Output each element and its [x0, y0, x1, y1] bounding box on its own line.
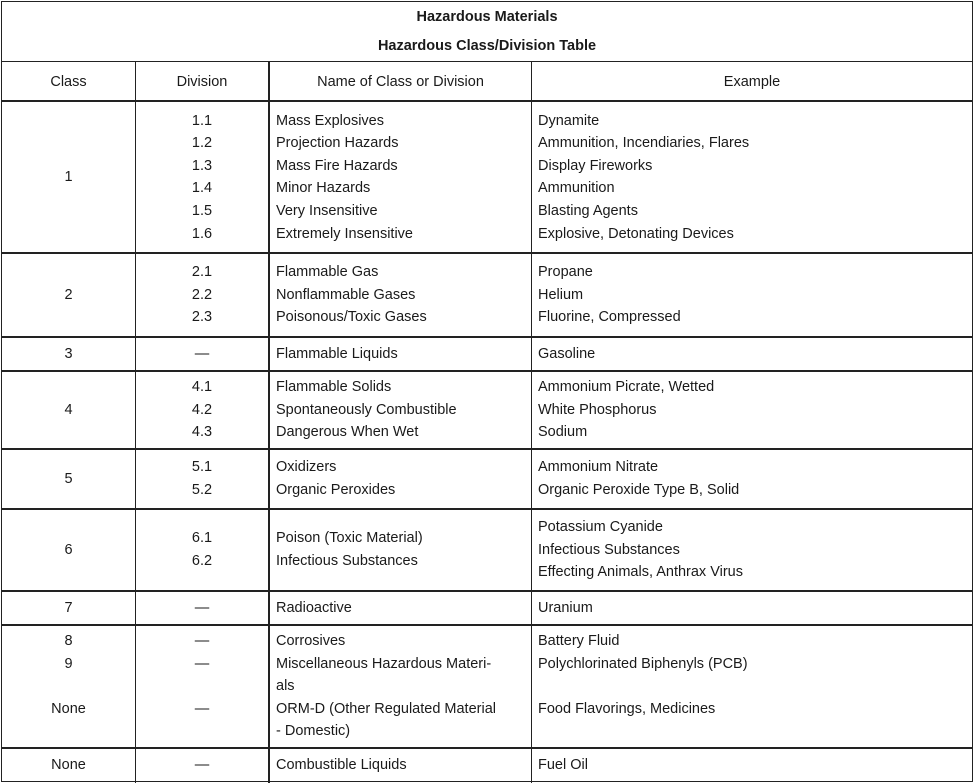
name-cell-line: Flammable Liquids	[276, 345, 398, 362]
example-cell	[538, 630, 968, 743]
division-cell	[136, 376, 268, 444]
division-cell-line: 1.1	[191, 112, 213, 129]
rule	[2, 61, 972, 62]
name-cell	[276, 754, 526, 777]
division-cell-line: 4.1	[191, 379, 213, 396]
division-cell	[136, 456, 268, 501]
rule	[2, 624, 972, 626]
class-cell	[2, 754, 135, 777]
example-cell-line: Battery Fluid	[538, 633, 620, 649]
table-title: Hazardous Materials	[416, 9, 558, 25]
division-cell	[136, 527, 268, 572]
example-cell-line: Display Fireworks	[538, 157, 653, 174]
name-cell	[276, 343, 526, 366]
name-cell-line: Oxidizers	[276, 459, 337, 476]
example-cell-line: White Phosphorus	[538, 401, 657, 418]
class-cell-line: 9	[64, 655, 73, 672]
example-cell-line	[538, 675, 968, 698]
name-cell-line: Extremely Insensitive	[276, 225, 413, 242]
class-cell-line: 6	[64, 541, 73, 558]
example-cell	[538, 456, 968, 501]
division-cell-line: 1.6	[191, 225, 213, 242]
table-subtitle: Hazardous Class/Division Table	[377, 38, 597, 54]
division-cell-line: —	[194, 633, 210, 649]
name-cell	[276, 527, 526, 572]
class-cell	[2, 468, 135, 491]
example-cell-line: Ammunition	[538, 180, 615, 197]
class-cell	[2, 343, 135, 366]
class-cell	[2, 399, 135, 422]
example-cell-line: Potassium Cyanide	[538, 519, 663, 536]
name-cell-line: Miscellaneous Hazardous Materi-	[276, 655, 492, 672]
class-cell-line: 8	[64, 633, 73, 649]
name-cell-line: Radioactive	[276, 599, 352, 616]
division-cell-line	[136, 675, 268, 698]
class-cell	[2, 539, 135, 562]
example-cell-line: Explosive, Detonating Devices	[538, 225, 734, 242]
name-cell	[276, 261, 526, 329]
division-cell-line: —	[194, 700, 210, 717]
hazmat-table	[1, 1, 973, 782]
name-cell	[276, 110, 526, 246]
division-cell-line: 1.4	[191, 180, 213, 197]
class-cell	[2, 630, 135, 743]
division-cell	[136, 754, 268, 777]
class-cell-line: None	[51, 757, 86, 774]
table-title-block	[2, 2, 972, 62]
example-cell-line: Ammonium Nitrate	[538, 459, 659, 476]
class-cell-line: 7	[64, 599, 73, 616]
example-cell	[538, 754, 968, 777]
example-cell-line: Fuel Oil	[538, 757, 588, 774]
rule	[2, 252, 972, 254]
example-cell-line: Effecting Animals, Anthrax Virus	[538, 564, 743, 581]
name-cell-line: Spontaneously Combustible	[276, 401, 457, 418]
example-cell-line: Infectious Substances	[538, 541, 680, 558]
division-cell-line: 2.1	[191, 264, 213, 281]
division-cell-line: —	[194, 345, 210, 362]
division-cell-line: 1.5	[191, 203, 213, 220]
division-cell-line: —	[194, 757, 210, 774]
example-cell	[538, 110, 968, 246]
example-cell-line: Food Flavorings, Medicines	[538, 700, 716, 717]
name-cell-line: - Domestic)	[276, 723, 351, 740]
name-cell-line: Infectious Substances	[276, 552, 418, 569]
division-cell	[136, 261, 268, 329]
header-division: Division	[176, 74, 228, 90]
division-cell	[136, 630, 268, 743]
class-cell-line: 3	[64, 345, 73, 362]
example-cell-line: Uranium	[538, 599, 593, 616]
class-cell-line	[2, 675, 135, 698]
name-cell-line: Corrosives	[276, 633, 346, 649]
name-cell-line: Dangerous When Wet	[276, 424, 419, 441]
name-cell-line: Flammable Solids	[276, 379, 392, 396]
name-cell-line: als	[276, 678, 295, 695]
division-cell-line: 6.1	[191, 530, 213, 547]
name-cell-line: Minor Hazards	[276, 180, 371, 197]
example-cell	[538, 597, 968, 620]
example-cell-line	[538, 720, 968, 743]
header-example: Example	[723, 74, 781, 90]
division-cell-line: 2.2	[191, 286, 213, 303]
example-cell-line: Propane	[538, 264, 593, 281]
example-cell	[538, 376, 968, 444]
name-cell	[276, 376, 526, 444]
example-cell-line: Polychlorinated Biphenyls (PCB)	[538, 655, 748, 672]
rule	[2, 370, 972, 372]
class-cell-line	[2, 720, 135, 743]
class-cell-line: None	[51, 700, 86, 717]
name-cell-line: Flammable Gas	[276, 264, 379, 281]
class-cell	[2, 284, 135, 307]
division-cell	[136, 110, 268, 246]
example-cell-line: Sodium	[538, 424, 588, 441]
division-cell-line: 2.3	[191, 309, 213, 326]
division-cell-line: 1.2	[191, 135, 213, 152]
example-cell-line: Organic Peroxide Type B, Solid	[538, 481, 740, 498]
class-cell-line: 5	[64, 470, 73, 487]
rule	[135, 62, 136, 783]
division-cell-line	[136, 720, 268, 743]
rule	[531, 62, 532, 783]
class-cell	[2, 597, 135, 620]
example-cell-line: Gasoline	[538, 345, 596, 362]
example-cell-line: Dynamite	[538, 112, 600, 129]
name-cell-line: Poison (Toxic Material)	[276, 530, 423, 547]
example-cell-line: Ammunition, Incendiaries, Flares	[538, 135, 750, 152]
division-cell	[136, 597, 268, 620]
example-cell-line: Helium	[538, 286, 584, 303]
header-name: Name of Class or Division	[317, 74, 484, 90]
name-cell	[276, 456, 526, 501]
division-cell-line: —	[194, 599, 210, 616]
division-cell-line: 1.3	[191, 157, 213, 174]
division-cell-line: 4.3	[191, 424, 213, 441]
example-cell	[538, 261, 968, 329]
example-cell	[538, 343, 968, 366]
rule	[2, 508, 972, 510]
name-cell-line: Organic Peroxides	[276, 481, 396, 498]
rule	[2, 336, 972, 338]
rule	[268, 62, 270, 783]
name-cell-line: Poisonous/Toxic Gases	[276, 309, 427, 326]
name-cell-line: Mass Explosives	[276, 112, 384, 129]
example-cell-line: Ammonium Picrate, Wetted	[538, 379, 715, 396]
name-cell-line: Combustible Liquids	[276, 757, 407, 774]
class-cell-line: 2	[64, 286, 73, 303]
name-cell-line: Nonflammable Gases	[276, 286, 416, 303]
rule	[2, 747, 972, 749]
class-cell-line: 1	[64, 169, 73, 186]
division-cell-line: —	[194, 655, 210, 672]
name-cell	[276, 630, 526, 743]
division-cell-line: 5.1	[191, 459, 213, 476]
name-cell-line: Mass Fire Hazards	[276, 157, 398, 174]
rule	[2, 100, 972, 102]
rule	[2, 448, 972, 450]
name-cell-line: Projection Hazards	[276, 135, 399, 152]
division-cell-line: 6.2	[191, 552, 213, 569]
example-cell	[538, 516, 968, 584]
division-cell-line: 4.2	[191, 401, 213, 418]
class-cell-line: 4	[64, 401, 73, 418]
division-cell-line: 5.2	[191, 481, 213, 498]
example-cell-line: Blasting Agents	[538, 203, 638, 220]
division-cell	[136, 343, 268, 366]
name-cell	[276, 597, 526, 620]
name-cell-line: ORM-D (Other Regulated Material	[276, 700, 496, 717]
class-cell	[2, 166, 135, 189]
example-cell-line: Fluorine, Compressed	[538, 309, 681, 326]
rule	[2, 590, 972, 592]
header-class: Class	[50, 74, 87, 90]
name-cell-line: Very Insensitive	[276, 203, 378, 220]
